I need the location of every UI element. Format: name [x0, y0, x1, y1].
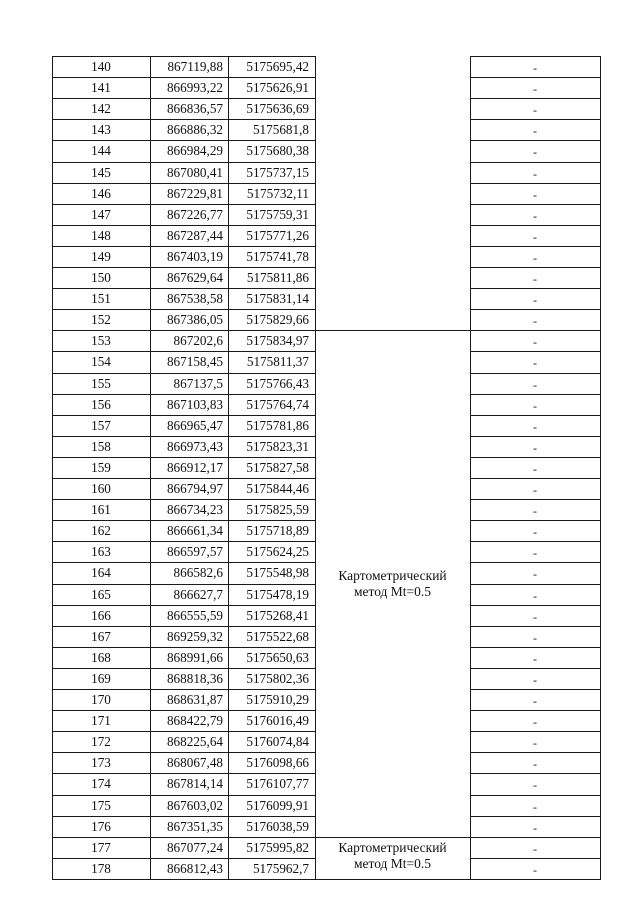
point-number: 178: [91, 861, 111, 876]
point-number: 156: [91, 397, 111, 412]
point-number: 160: [91, 481, 111, 496]
status-row-rule: [470, 689, 601, 690]
y-coordinate: 5175624,25: [246, 544, 309, 559]
status-dash: -: [533, 293, 537, 307]
status-row-rule: [470, 330, 601, 331]
row-rule: [52, 562, 316, 563]
status-row-rule: [470, 752, 601, 753]
row-rule: [52, 816, 316, 817]
y-coordinate: 5175680,38: [246, 143, 309, 158]
status-dash: -: [533, 188, 537, 202]
y-coordinate: 5175741,78: [246, 249, 309, 264]
method-line-2: метод Mt=0.5: [353, 584, 432, 600]
x-coordinate: 866661,34: [166, 523, 223, 538]
row-rule: [52, 837, 316, 838]
status-dash: -: [533, 251, 537, 265]
point-number: 177: [91, 840, 111, 855]
status-row-rule: [470, 520, 601, 521]
point-number: 173: [91, 755, 111, 770]
y-coordinate: 5175844,46: [246, 481, 309, 496]
row-rule: [52, 162, 316, 163]
method-merge-rule: [315, 837, 470, 838]
status-row-rule: [470, 816, 601, 817]
x-coordinate: 867629,64: [166, 270, 223, 285]
status-dash: -: [533, 821, 537, 835]
status-dash: -: [533, 209, 537, 223]
x-coordinate: 868631,87: [166, 692, 223, 707]
row-rule: [52, 773, 316, 774]
status-row-rule: [470, 584, 601, 585]
status-row-rule: [470, 394, 601, 395]
status-row-rule: [470, 879, 601, 880]
x-coordinate: 867287,44: [166, 228, 223, 243]
point-number: 153: [91, 333, 111, 348]
row-rule: [52, 584, 316, 585]
y-coordinate: 5175811,86: [246, 270, 309, 285]
x-coordinate: 867137,5: [173, 376, 223, 391]
x-coordinate: 868225,64: [166, 734, 223, 749]
status-dash: -: [533, 167, 537, 181]
status-row-rule: [470, 795, 601, 796]
status-row-rule: [470, 626, 601, 627]
row-rule: [52, 267, 316, 268]
x-coordinate: 867080,41: [166, 165, 223, 180]
point-number: 168: [91, 650, 111, 665]
column-rule: [600, 56, 601, 880]
y-coordinate: 5175636,69: [246, 101, 309, 116]
status-dash: -: [533, 441, 537, 455]
row-rule: [52, 478, 316, 479]
y-coordinate: 5175825,59: [246, 502, 309, 517]
point-number: 143: [91, 122, 111, 137]
status-row-rule: [470, 225, 601, 226]
status-row-rule: [470, 140, 601, 141]
status-row-rule: [470, 457, 601, 458]
status-dash: -: [533, 356, 537, 370]
status-dash: -: [533, 631, 537, 645]
method-line-1: Картометрический: [338, 840, 447, 855]
status-dash: -: [533, 462, 537, 476]
row-rule: [52, 499, 316, 500]
status-dash: -: [533, 842, 537, 856]
status-dash: -: [533, 694, 537, 708]
status-row-rule: [470, 56, 601, 57]
point-number: 167: [91, 629, 111, 644]
x-coordinate: 867202,6: [173, 333, 223, 348]
status-dash: -: [533, 61, 537, 75]
y-coordinate: 5175831,14: [246, 291, 309, 306]
status-row-rule: [470, 647, 601, 648]
column-rule: [228, 56, 229, 880]
row-rule: [52, 731, 316, 732]
y-coordinate: 5175827,58: [246, 460, 309, 475]
x-coordinate: 867603,02: [166, 798, 223, 813]
point-number: 171: [91, 713, 111, 728]
row-rule: [52, 98, 316, 99]
row-rule: [52, 626, 316, 627]
point-number: 144: [91, 143, 111, 158]
point-number: 141: [91, 80, 111, 95]
y-coordinate: 5175834,97: [246, 333, 309, 348]
point-number: 151: [91, 291, 111, 306]
row-rule: [52, 56, 316, 57]
row-rule: [52, 394, 316, 395]
row-rule: [52, 795, 316, 796]
row-rule: [52, 288, 316, 289]
point-number: 162: [91, 523, 111, 538]
point-number: 163: [91, 544, 111, 559]
point-number: 148: [91, 228, 111, 243]
status-dash: -: [533, 546, 537, 560]
y-coordinate: 5175732,11: [246, 186, 309, 201]
x-coordinate: 867158,45: [166, 354, 223, 369]
y-coordinate: 5175268,41: [246, 608, 309, 623]
method-merge-rule: [315, 330, 470, 331]
x-coordinate: 868818,36: [166, 671, 223, 686]
status-row-rule: [470, 731, 601, 732]
y-coordinate: 5176107,77: [246, 776, 309, 791]
status-dash: -: [533, 82, 537, 96]
method-line-1: Картометрический: [338, 568, 447, 583]
status-dash: -: [533, 715, 537, 729]
x-coordinate: 866627,7: [173, 587, 223, 602]
y-coordinate: 5175681,8: [252, 122, 309, 137]
y-coordinate: 5175829,66: [246, 312, 309, 327]
y-coordinate: 5175910,29: [246, 692, 309, 707]
x-coordinate: 868991,66: [166, 650, 223, 665]
row-rule: [52, 204, 316, 205]
y-coordinate: 5176016,49: [246, 713, 309, 728]
status-row-rule: [470, 415, 601, 416]
method-merge-rule: [315, 879, 470, 880]
point-number: 175: [91, 798, 111, 813]
method-line-2: метод Mt=0.5: [353, 856, 432, 872]
x-coordinate: 866734,23: [166, 502, 223, 517]
point-number: 158: [91, 439, 111, 454]
method-note-lower: [317, 840, 468, 872]
x-coordinate: 867103,83: [166, 397, 223, 412]
row-rule: [52, 436, 316, 437]
x-coordinate: 867077,24: [166, 840, 223, 855]
status-row-rule: [470, 436, 601, 437]
status-row-rule: [470, 267, 601, 268]
row-rule: [52, 330, 316, 331]
status-dash: -: [533, 778, 537, 792]
point-number: 159: [91, 460, 111, 475]
status-row-rule: [470, 204, 601, 205]
y-coordinate: 5175650,63: [246, 650, 309, 665]
status-dash: -: [533, 378, 537, 392]
status-row-rule: [470, 710, 601, 711]
status-row-rule: [470, 562, 601, 563]
y-coordinate: 5175802,36: [246, 671, 309, 686]
y-coordinate: 5175522,68: [246, 629, 309, 644]
status-dash: -: [533, 145, 537, 159]
x-coordinate: 866555,59: [166, 608, 223, 623]
x-coordinate: 866886,32: [166, 122, 223, 137]
x-coordinate: 866993,22: [166, 80, 223, 95]
point-number: 154: [91, 354, 111, 369]
y-coordinate: 5175995,82: [246, 840, 309, 855]
point-number: 145: [91, 165, 111, 180]
status-row-rule: [470, 605, 601, 606]
method-note-upper: [317, 568, 468, 600]
point-number: 174: [91, 776, 111, 791]
status-dash: -: [533, 103, 537, 117]
x-coordinate: 867351,35: [166, 819, 223, 834]
status-row-rule: [470, 773, 601, 774]
status-dash: -: [533, 230, 537, 244]
x-coordinate: 868422,79: [166, 713, 223, 728]
x-coordinate: 867814,14: [166, 776, 223, 791]
point-number: 164: [91, 565, 111, 580]
point-number: 140: [91, 59, 111, 74]
point-number: 157: [91, 418, 111, 433]
y-coordinate: 5176098,66: [246, 755, 309, 770]
status-dash: -: [533, 124, 537, 138]
x-coordinate: 868067,48: [166, 755, 223, 770]
status-row-rule: [470, 246, 601, 247]
status-dash: -: [533, 314, 537, 328]
row-rule: [52, 710, 316, 711]
x-coordinate: 866836,57: [166, 101, 223, 116]
x-coordinate: 866597,57: [166, 544, 223, 559]
x-coordinate: 866912,17: [166, 460, 223, 475]
y-coordinate: 5175626,91: [246, 80, 309, 95]
status-row-rule: [470, 668, 601, 669]
status-dash: -: [533, 800, 537, 814]
x-coordinate: 867226,77: [166, 207, 223, 222]
y-coordinate: 5175718,89: [246, 523, 309, 538]
status-dash: -: [533, 589, 537, 603]
row-rule: [52, 351, 316, 352]
row-rule: [52, 77, 316, 78]
status-dash: -: [533, 399, 537, 413]
point-number: 142: [91, 101, 111, 116]
status-dash: -: [533, 736, 537, 750]
row-rule: [52, 225, 316, 226]
row-rule: [52, 140, 316, 141]
status-dash: -: [533, 420, 537, 434]
x-coordinate: 867119,88: [167, 59, 223, 74]
row-rule: [52, 457, 316, 458]
x-coordinate: 867229,81: [166, 186, 223, 201]
point-number: 146: [91, 186, 111, 201]
y-coordinate: 5176074,84: [246, 734, 309, 749]
status-row-rule: [470, 119, 601, 120]
row-rule: [52, 309, 316, 310]
point-number: 176: [91, 819, 111, 834]
status-row-rule: [470, 541, 601, 542]
point-number: 170: [91, 692, 111, 707]
x-coordinate: 869259,32: [166, 629, 223, 644]
point-number: 150: [91, 270, 111, 285]
x-coordinate: 866984,29: [166, 143, 223, 158]
point-number: 155: [91, 376, 111, 391]
row-rule: [52, 858, 316, 859]
status-row-rule: [470, 162, 601, 163]
point-number: 165: [91, 587, 111, 602]
row-rule: [52, 415, 316, 416]
y-coordinate: 5175737,15: [246, 165, 309, 180]
y-coordinate: 5175811,37: [246, 354, 309, 369]
status-row-rule: [470, 351, 601, 352]
row-rule: [52, 689, 316, 690]
y-coordinate: 5176038,59: [246, 819, 309, 834]
x-coordinate: 867386,05: [166, 312, 223, 327]
status-row-rule: [470, 288, 601, 289]
point-number: 161: [91, 502, 111, 517]
status-row-rule: [470, 309, 601, 310]
status-dash: -: [533, 525, 537, 539]
status-row-rule: [470, 858, 601, 859]
point-number: 149: [91, 249, 111, 264]
point-number: 147: [91, 207, 111, 222]
x-coordinate: 866973,43: [166, 439, 223, 454]
status-row-rule: [470, 98, 601, 99]
point-number: 169: [91, 671, 111, 686]
status-dash: -: [533, 272, 537, 286]
x-coordinate: 866794,97: [166, 481, 223, 496]
point-number: 152: [91, 312, 111, 327]
x-coordinate: 867403,19: [166, 249, 223, 264]
y-coordinate: 5175478,19: [246, 587, 309, 602]
row-rule: [52, 183, 316, 184]
status-row-rule: [470, 478, 601, 479]
x-coordinate: 867538,58: [166, 291, 223, 306]
y-coordinate: 5175962,7: [252, 861, 309, 876]
status-dash: -: [533, 863, 537, 877]
y-coordinate: 5175781,86: [246, 418, 309, 433]
row-rule: [52, 879, 316, 880]
y-coordinate: 5175548,98: [246, 565, 309, 580]
status-row-rule: [470, 183, 601, 184]
status-dash: -: [533, 567, 537, 581]
y-coordinate: 5175759,31: [246, 207, 309, 222]
status-dash: -: [533, 483, 537, 497]
row-rule: [52, 668, 316, 669]
column-rule: [315, 56, 316, 880]
y-coordinate: 5175764,74: [246, 397, 309, 412]
status-dash: -: [533, 652, 537, 666]
status-dash: -: [533, 335, 537, 349]
row-rule: [52, 246, 316, 247]
status-row-rule: [470, 77, 601, 78]
y-coordinate: 5175766,43: [246, 376, 309, 391]
column-rule: [150, 56, 151, 880]
status-row-rule: [470, 837, 601, 838]
y-coordinate: 5175823,31: [246, 439, 309, 454]
status-dash: -: [533, 757, 537, 771]
row-rule: [52, 605, 316, 606]
y-coordinate: 5176099,91: [246, 798, 309, 813]
status-row-rule: [470, 499, 601, 500]
status-dash: -: [533, 610, 537, 624]
row-rule: [52, 647, 316, 648]
point-number: 172: [91, 734, 111, 749]
row-rule: [52, 752, 316, 753]
point-number: 166: [91, 608, 111, 623]
x-coordinate: 866812,43: [166, 861, 223, 876]
x-coordinate: 866582,6: [173, 565, 223, 580]
x-coordinate: 866965,47: [166, 418, 223, 433]
row-rule: [52, 373, 316, 374]
status-dash: -: [533, 673, 537, 687]
row-rule: [52, 541, 316, 542]
status-dash: -: [533, 504, 537, 518]
row-rule: [52, 520, 316, 521]
y-coordinate: 5175771,26: [246, 228, 309, 243]
status-row-rule: [470, 373, 601, 374]
row-rule: [52, 119, 316, 120]
y-coordinate: 5175695,42: [246, 59, 309, 74]
